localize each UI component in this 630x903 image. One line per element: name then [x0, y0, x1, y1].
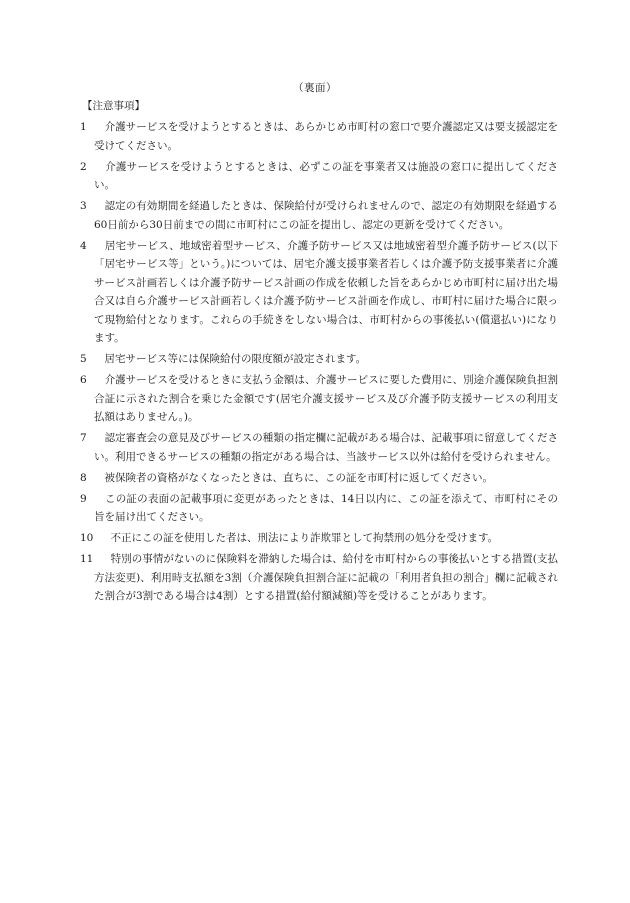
note-number: 2: [80, 160, 87, 173]
note-number: 6: [80, 374, 87, 386]
note-item: [80, 118, 558, 155]
note-text: 居宅サービス等には保険給付の限度額が設定されます。: [94, 353, 367, 365]
note-number: 5: [80, 353, 87, 365]
note-item: [80, 550, 558, 606]
note-item: [80, 158, 558, 195]
note-text: 介護サービスを受けようとするときは、必ずこの証を事業者又は施設の窓口に提出してください。: [94, 160, 558, 191]
page-title: （裏面）: [293, 82, 337, 94]
note-text: 不正にこの証を使用した者は、刑法により詐欺罪として拘禁刑の処分を受けます。: [100, 532, 499, 544]
note-number: 10: [80, 532, 94, 544]
note-text: 認定審査会の意見及びサービスの種類の指定欄に記載がある場合は、記載事項に留意してください。利用できるサービスの種類の指定がある場合は、当該サービス以外は給付を受けられません。: [94, 432, 558, 463]
note-item: [80, 237, 558, 348]
note-item: [80, 197, 558, 234]
note-item: [80, 469, 558, 488]
note-number: 1: [80, 121, 87, 133]
notes-heading: 【注意事項】: [82, 100, 145, 112]
note-item: [80, 490, 558, 527]
note-text: 介護サービスを受けるときに支払う金額は、介護サービスに要した費用に、別途介護保険負担割合証に示された割合を乗じた金額です(居宅介護支援サービス及び介護予防支援サービスの利用支払額はありません。)。: [94, 374, 558, 423]
note-text: 特別の事情がないのに保険料を滞納した場合は、給付を市町村からの事後払いとする措置(支払方法変更)、利用時支払額を3割（介護保険負担割合証に記載の「利用者負担の割合」欄に記載された割合が3割である場合は4割）とする措置(給付額減額)等を受けることがあります。: [94, 553, 558, 602]
note-number: 9: [80, 492, 87, 505]
note-text: 認定の有効期間を経過したときは、保険給付が受けられませんので、認定の有効期限を経過する60日前から30日前までの間に市町村にこの証を提出し、認定の更新を受けてください。: [94, 200, 558, 231]
note-number: 11: [80, 553, 94, 565]
note-item: [80, 350, 558, 369]
note-text: この証の表面の記載事項に変更があったときは、14日以内に、この証を添えて、市町村にその旨を届け出てください。: [94, 492, 558, 523]
note-number: 7: [80, 432, 87, 444]
note-text: 居宅サービス、地域密着型サービス、介護予防サービス又は地域密着型介護予防サービス(以下「居宅サービス等」という。)については、居宅介護支援事業者若しくは介護予防支援事業者に介護サービス計画若しくは介護予防サービス計画の作成を依頼した旨をあらかじめ市町村に届け出た場合又は自ら介護サービス計画若しくは介護予防サービス計画を作成し、市町村に届けた場合に限って現物給付となります。これらの手続きをしない場合は、市町村からの事後払い(償還払い)になります。: [94, 239, 558, 344]
notes-list: [80, 118, 558, 608]
note-number: 4: [80, 239, 87, 252]
note-item: [80, 529, 558, 548]
note-text: 被保険者の資格がなくなったときは、直ちに、この証を市町村に返してください。: [94, 471, 493, 484]
note-number: 8: [80, 471, 87, 484]
note-number: 3: [80, 200, 87, 212]
note-item: [80, 429, 558, 466]
note-item: [80, 371, 558, 427]
note-text: 介護サービスを受けようとするときは、あらかじめ市町村の窓口で要介護認定又は要支援認定を受けてください。: [94, 121, 558, 152]
